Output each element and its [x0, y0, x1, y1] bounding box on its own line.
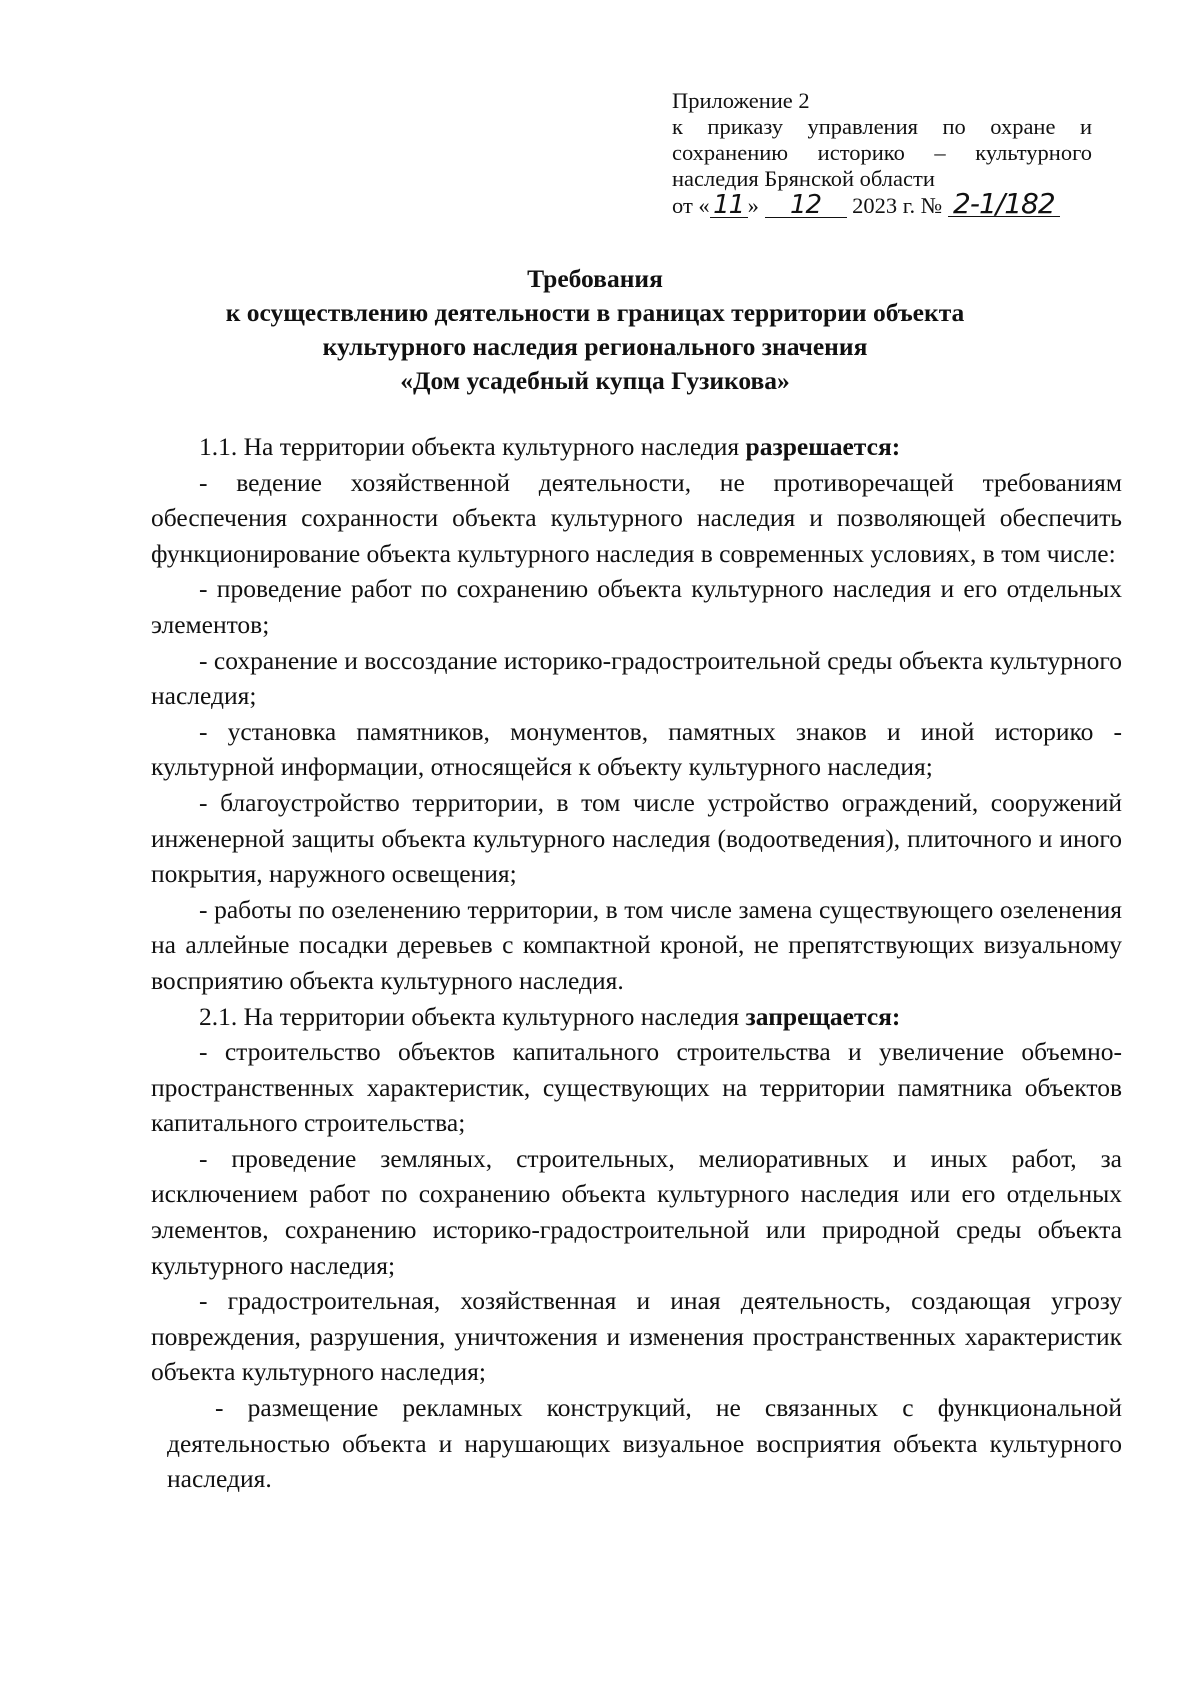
permitted-item: - проведение работ по сохранению объекта культурного наследия и его отдельных элементов; — [151, 574, 1122, 639]
order-reference-line-1: к приказу управления по охране и — [672, 114, 1092, 139]
permitted-item: - установка памятников, монументов, памятных знаков и иной историко - культурной информации, относящейся к объекту культурного наследия; — [151, 716, 1122, 782]
document-title — [180, 262, 1010, 398]
section-2-intro-text: 2.1. На территории объекта культурного наследия — [199, 1001, 746, 1031]
permitted-item: - ведение хозяйственной деятельности, не противоречащей требованиям обеспечения сохранности объекта культурного наследия и позволяющей обеспечить функционирование объекта культурного наследия в современных условиях, в том числе: — [151, 467, 1122, 568]
appendix-header — [672, 88, 1092, 219]
prohibited-item: - строительство объектов капитального строительства и увеличение объемно-пространственных характеристик, существующих на территории памятника объектов капитального строительства; — [151, 1037, 1122, 1138]
section-2-intro — [151, 999, 1122, 1035]
permitted-item: - работы по озеленению территории, в том числе замена существующего озеленения на аллейные посадки деревьев с компактной кроной, не препятствующих визуальному восприятию объекта культурного наследия. — [151, 894, 1122, 995]
section-1-intro-text: 1.1. На территории объекта культурного наследия — [199, 432, 746, 461]
title-line-4: «Дом усадебный купца Гузикова» — [400, 366, 790, 395]
appendix-label: Приложение 2 — [672, 88, 810, 113]
date-close-quote: » — [747, 193, 759, 218]
section-1-permitted-label: разрешается: — [745, 432, 901, 461]
prohibited-item: - размещение рекламных конструкций, не связанных с функциональной деятельностью объекта и нарушающих визуальное восприятия объекта культурного наследия. — [167, 1393, 1122, 1494]
handwritten-order-number: 2-1/182 — [948, 192, 1060, 217]
order-date-line — [672, 187, 1092, 220]
document-body — [151, 429, 1122, 1497]
permitted-item: - благоустройство территории, в том числе устройство ограждений, сооружений инженерной защиты объекта культурного наследия (водоотведения), плиточного и иного покрытия, наружного освещения; — [151, 787, 1122, 889]
prohibited-item: - проведение земляных, строительных, мелиоративных и иных работ, за исключением работ по сохранению объекта культурного наследия или его отдельных элементов, сохранению историко-градостроительной или природной среды объекта культурного наследия; — [151, 1143, 1122, 1280]
title-line-3: культурного наследия регионального значения — [322, 332, 868, 361]
section-1-intro — [151, 429, 1122, 465]
title-line-2: к осуществлению деятельности в границах территории объекта — [225, 298, 965, 327]
prohibited-item: - градостроительная, хозяйственная и иная деятельность, создающая угрозу повреждения, разрушения, уничтожения и изменения пространственных характеристик объекта культурного наследия; — [151, 1286, 1122, 1387]
order-reference-line-2: сохранению историко – культурного — [672, 140, 1092, 165]
permitted-item: - сохранение и воссоздание историко-градостроительной среды объекта культурного наследия; — [151, 645, 1122, 711]
date-year: 2023 г. № — [852, 193, 943, 218]
title-line-1: Требования — [527, 264, 663, 293]
handwritten-month: 12 — [765, 193, 847, 218]
handwritten-day: 11 — [710, 193, 748, 218]
order-reference-line-3: наследия Брянской области — [672, 166, 935, 191]
date-prefix: от « — [672, 193, 710, 218]
section-2-prohibited-label: запрещается: — [745, 1001, 901, 1031]
